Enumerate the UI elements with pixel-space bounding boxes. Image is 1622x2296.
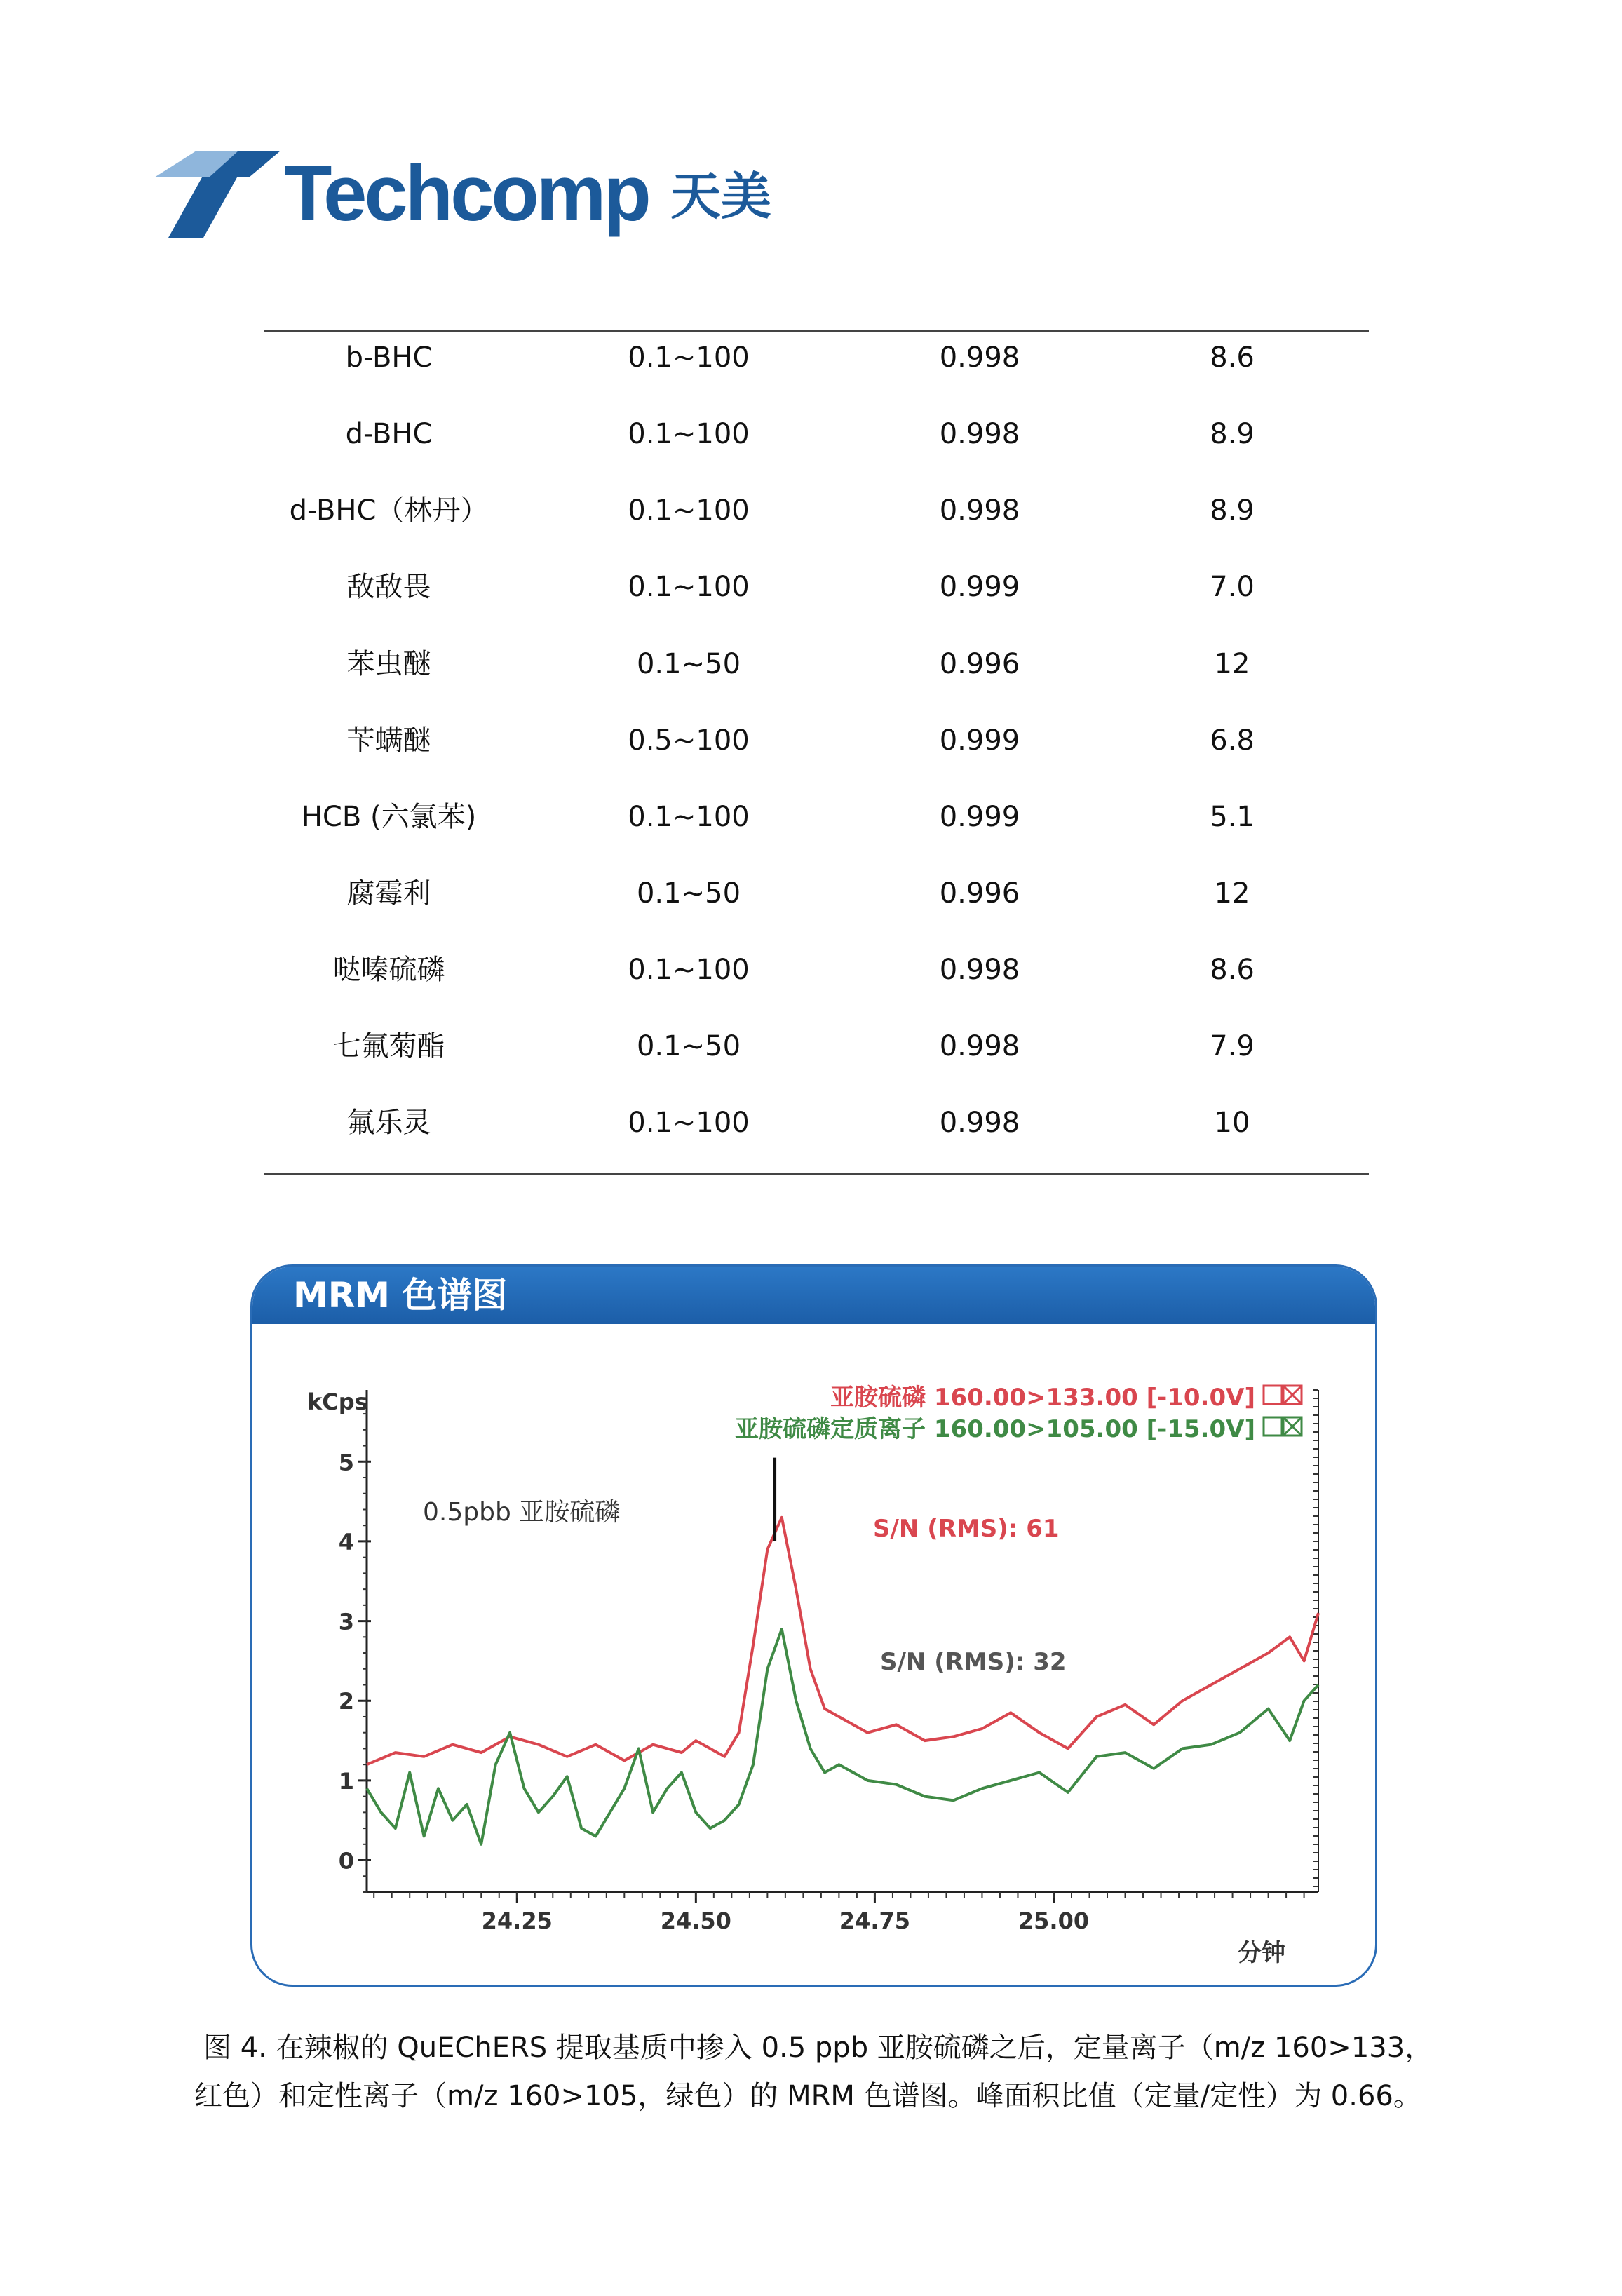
x-tick-label: 24.25: [481, 1907, 553, 1934]
table-cell: b-BHC: [345, 342, 433, 374]
table-cell: 敌敌畏: [346, 571, 431, 603]
table-row: [264, 319, 1369, 396]
logo-brand-cn: 天美: [670, 167, 772, 226]
mrm-chart-panel: [250, 1264, 1377, 1987]
figure-caption-line2: 红色）和定性离子（m/z 160>105，绿色）的 MRM 色谱图。峰面积比值（定量/定性）为 0.66。: [194, 2080, 1421, 2112]
y-tick-label: 2: [338, 1688, 354, 1715]
x-axis-label: 分钟: [1238, 1939, 1285, 1967]
table-cell: 6.8: [1210, 724, 1255, 757]
table-cell: 0.999: [939, 801, 1020, 833]
panel-title: MRM 色谱图: [293, 1275, 508, 1316]
table-row: [264, 855, 1369, 932]
figure-caption-line1: 图 4. 在辣椒的 QuEChERS 提取基质中掺入 0.5 ppb 亚胺硫磷之后，定量离子（m/z 160>133，: [203, 2032, 1433, 2064]
y-tick-label: 5: [338, 1449, 354, 1476]
table-cell: 0.1~100: [628, 1107, 750, 1139]
table-row: [264, 396, 1369, 473]
mrm-chromatogram: [252, 1267, 1377, 1987]
table-cell: d-BHC: [345, 418, 433, 450]
table-cell: 七氟菊酯: [332, 1030, 445, 1062]
table-cell: HCB (六氯苯): [301, 801, 477, 833]
table-cell: 0.999: [939, 571, 1020, 603]
table-row: [264, 931, 1369, 1008]
techcomp-logo: [154, 151, 785, 238]
x-tick-label: 24.75: [839, 1907, 911, 1934]
sn-label-qualifier: S/N (RMS): 32: [880, 1648, 1067, 1676]
table-cell: 5.1: [1210, 801, 1255, 833]
table-cell: 0.1~50: [636, 648, 741, 680]
table-cell: 0.998: [939, 1107, 1020, 1139]
table-row: [264, 472, 1369, 549]
y-tick-label: 3: [338, 1608, 354, 1635]
table-cell: 氟乐灵: [346, 1107, 431, 1139]
table-cell: 0.999: [939, 724, 1020, 757]
table-cell: 0.1~100: [628, 954, 750, 986]
table-bottom-rule: [264, 1173, 1369, 1175]
y-tick-label: 4: [338, 1528, 354, 1555]
table-cell: 苯虫醚: [346, 648, 431, 680]
series-line-quantifier: [367, 1518, 1318, 1764]
series-line-qualifier: [367, 1629, 1318, 1844]
table-cell: 0.1~50: [636, 1030, 741, 1062]
x-tick-label: 25.00: [1018, 1907, 1090, 1934]
table-cell: 0.996: [939, 648, 1020, 680]
table-cell: 8.9: [1210, 494, 1255, 527]
table-cell: 0.998: [939, 494, 1020, 527]
table-row: [264, 778, 1369, 856]
legend-entry: 亚胺硫磷定质离子 160.00>105.00 [-15.0V]: [735, 1415, 1255, 1443]
table-cell: 0.998: [939, 1030, 1020, 1062]
table-row: [264, 1084, 1369, 1161]
table-cell: 腐霉利: [346, 877, 431, 910]
table-row: [264, 1008, 1369, 1085]
table-cell: 0.998: [939, 954, 1020, 986]
table-cell: 7.9: [1210, 1030, 1255, 1062]
table-cell: 0.996: [939, 877, 1020, 910]
y-tick-label: 0: [338, 1847, 354, 1875]
table-cell: 0.1~100: [628, 571, 750, 603]
table-row: [264, 626, 1369, 703]
table-cell: 0.1~100: [628, 801, 750, 833]
y-axis-label: kCps: [307, 1389, 368, 1415]
table-cell: 0.1~100: [628, 342, 750, 374]
table-cell: 0.1~50: [636, 877, 741, 910]
table-cell: 0.998: [939, 342, 1020, 374]
legend-swatch-icon: [1264, 1386, 1282, 1404]
sample-annotation: 0.5pbb 亚胺硫磷: [423, 1498, 621, 1527]
table-cell: 10: [1214, 1107, 1250, 1139]
legend-entry: 亚胺硫磷 160.00>133.00 [-10.0V]: [830, 1384, 1255, 1412]
table-cell: 苄螨醚: [346, 724, 431, 757]
legend-swatch-icon: [1264, 1417, 1282, 1436]
table-cell: 0.998: [939, 418, 1020, 450]
sn-label-quantifier: S/N (RMS): 61: [873, 1515, 1060, 1543]
y-tick-label: 1: [338, 1767, 354, 1795]
logo-mark-icon: [154, 151, 281, 238]
table-cell: 8.6: [1210, 342, 1255, 374]
table-cell: 7.0: [1210, 571, 1255, 603]
table-cell: 12: [1214, 877, 1250, 910]
table-row: [264, 702, 1369, 779]
table-cell: 0.5~100: [628, 724, 750, 757]
table-cell: 8.9: [1210, 418, 1255, 450]
table-cell: 0.1~100: [628, 418, 750, 450]
table-cell: 0.1~100: [628, 494, 750, 527]
table-cell: 12: [1214, 648, 1250, 680]
x-tick-label: 24.50: [660, 1907, 731, 1934]
table-cell: 8.6: [1210, 954, 1255, 986]
table-row: [264, 548, 1369, 626]
table-cell: d-BHC（林丹）: [289, 494, 489, 527]
table-cell: 哒嗪硫磷: [332, 954, 445, 986]
logo-brand: Techcomp: [284, 149, 649, 237]
